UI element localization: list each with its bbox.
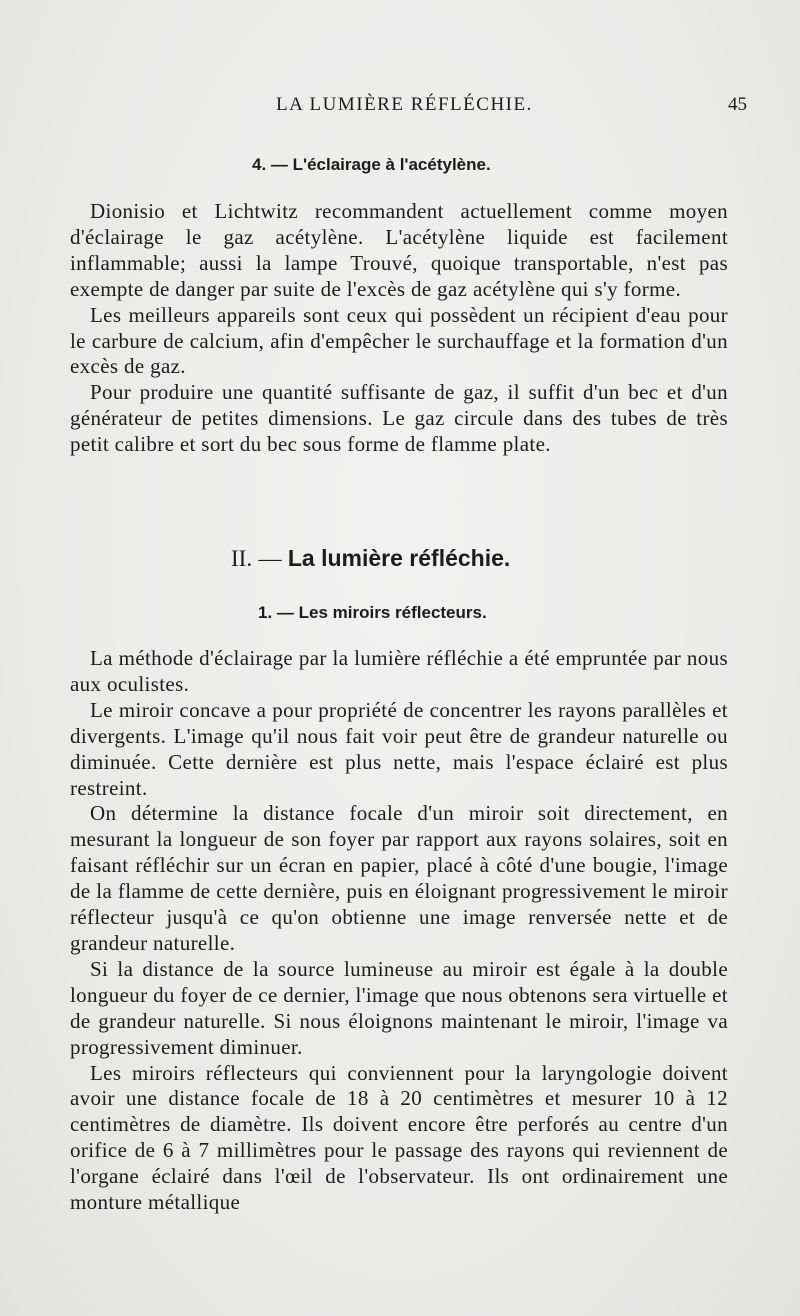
part-2-dash: — (258, 546, 282, 571)
section-4-number: 4. (252, 155, 267, 174)
paragraph: La méthode d'éclairage par la lumière réfléchie a été empruntée par nous aux oculistes. (70, 646, 728, 696)
paragraph: Si la distance de la source lumineuse au miroir est égale à la double longueur du foyer de ce dernier, l'image que nous obtenons sera virtuelle et de grandeur naturelle. Si nous éloignons maintenant le miroir, l'image va progressivement diminuer. (70, 956, 728, 1059)
running-head (0, 94, 800, 120)
section-1-number: 1. (258, 603, 273, 622)
paragraph: Les meilleurs appareils sont ceux qui possèdent un récipient d'eau pour le carbure de calcium, afin d'empêcher le surchauffage et la formation d'un excès de gaz. (70, 302, 728, 379)
paragraph: Dionisio et Lichtwitz recommandent actuellement comme moyen d'éclairage le gaz acétylène. L'acétylène liquide est facilement inflammable; aussi la lampe Trouvé, quoique transportable, n'est pas exempte de danger par suite de l'excès de gaz acétylène qui s'y forme. (70, 199, 728, 301)
part-2-title: La lumière réfléchie. (287, 545, 511, 571)
page-number: 45 (728, 94, 747, 115)
paragraph: Les miroirs réflecteurs qui conviennent pour la laryngologie doivent avoir une distance focale de 18 à 20 centimètres et mesurer 10 à 12 centimètres de diamètre. Ils doivent encore être perforés au centre d'un orifice de 6 à 7 millimètres pour le passage des rayons qui reviennent de l'organe éclairé dans l'œil de l'observateur. Ils ont ordinairement une monture métallique (70, 1060, 728, 1215)
section-1-dash: — (276, 603, 294, 622)
section-4-title: L'éclairage à l'acétylène. (292, 155, 491, 174)
part-2-numeral: II. (231, 546, 253, 571)
section-1-title: Les miroirs réflecteurs. (298, 603, 487, 622)
paragraph: Le miroir concave a pour propriété de concentrer les rayons parallèles et divergents. L'image qu'il nous fait voir peut être de grandeur naturelle ou diminuée. Cette dernière est plus nette, mais l'espace éclairé est plus restreint. (70, 697, 728, 800)
paragraph: On détermine la distance focale d'un miroir soit directement, en mesurant la longueur de son foyer par rapport aux rayons solaires, soit en faisant réfléchir sur un écran en papier, placé à côté d'une bougie, l'image de la flamme de cette dernière, puis en éloignant progressivement le miroir réflecteur jusqu'à ce qu'on obtienne une image renversée nette et de grandeur naturelle. (70, 801, 728, 955)
section-4-body (70, 199, 728, 458)
section-4-heading (252, 155, 491, 175)
section-1-body (70, 646, 728, 1216)
section-1-heading (258, 603, 487, 623)
section-4-dash: — (270, 155, 288, 174)
part-2-heading (231, 545, 510, 572)
running-head-title: LA LUMIÈRE RÉFLÉCHIE. (276, 94, 533, 115)
paragraph: Pour produire une quantité suffisante de gaz, il suffit d'un bec et d'un générateur de petites dimensions. Le gaz circule dans des tubes de très petit calibre et sort du bec sous forme de flamme plate. (70, 380, 728, 457)
